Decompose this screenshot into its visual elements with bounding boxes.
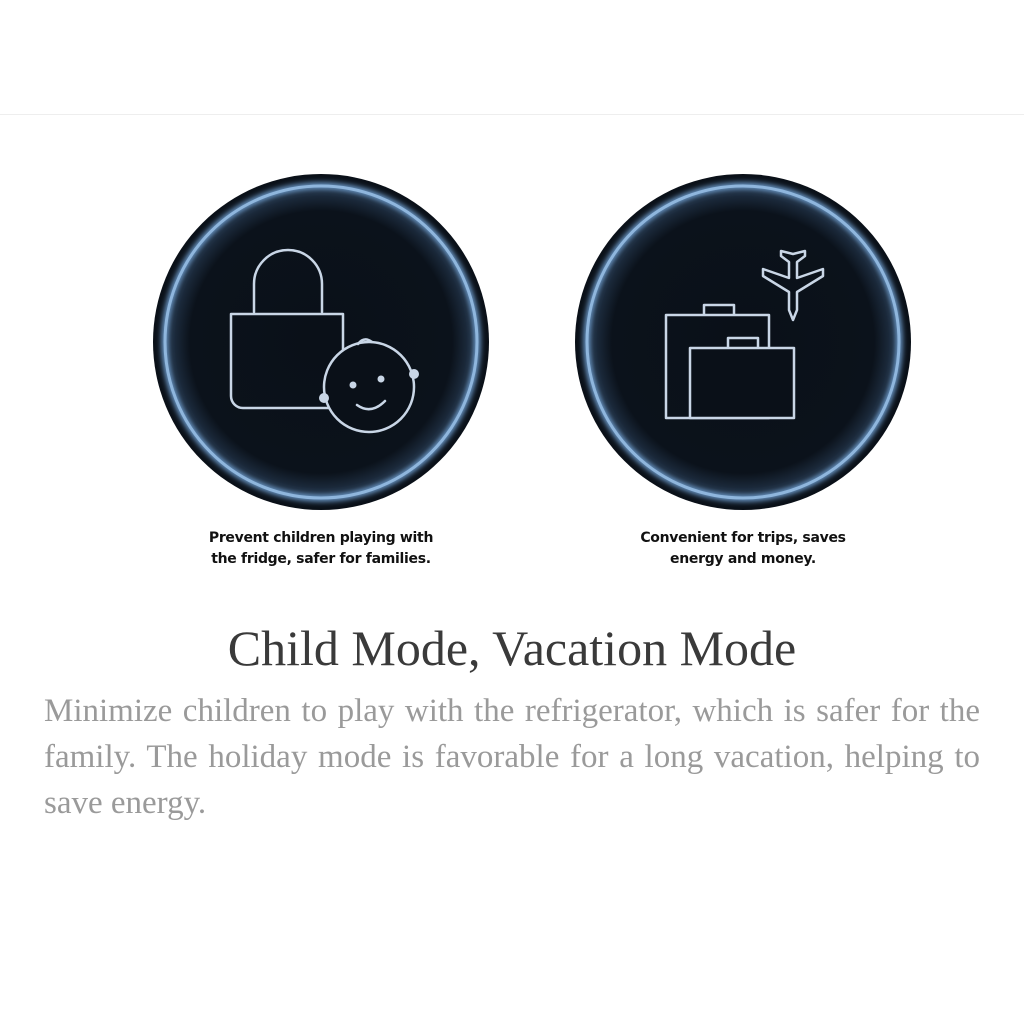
lock-child-icon bbox=[151, 172, 491, 512]
section-title: Child Mode, Vacation Mode bbox=[227, 620, 797, 676]
feature-caption: Convenient for trips, saves energy and money. bbox=[640, 530, 846, 567]
luggage-plane-icon bbox=[573, 172, 913, 512]
feature-vacation-mode bbox=[573, 172, 913, 570]
section-description: Minimize children to play with the refrigerator, which is safer for the family. The holiday mode is favorable for a long vacation, helping to save energy. bbox=[44, 693, 980, 821]
feature-caption: Prevent children playing with the fridge, safer for families. bbox=[208, 530, 434, 567]
top-divider bbox=[0, 114, 1024, 115]
feature-child-mode bbox=[151, 172, 491, 570]
